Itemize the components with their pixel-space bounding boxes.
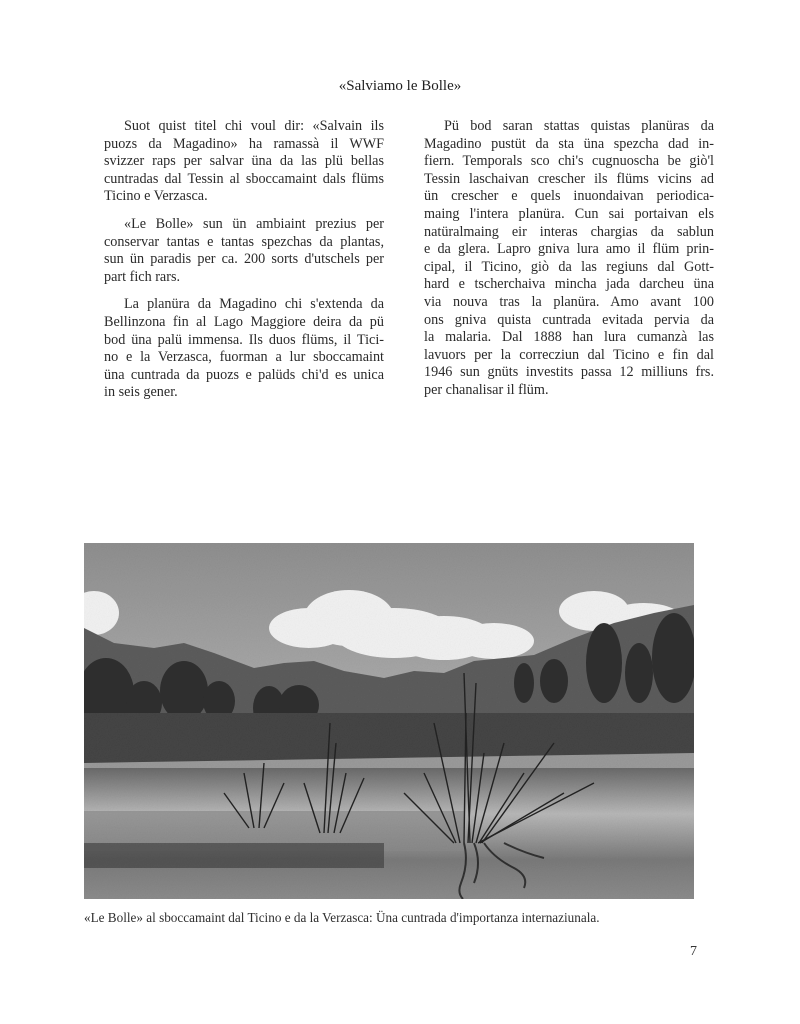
page-number: 7	[690, 944, 697, 959]
paragraph	[84, 296, 384, 402]
text-line: üna cuntrada da puozs e palüds chi'd es unica	[104, 366, 384, 383]
text-line: svizzer raps per salvar üna da las plü bellas	[104, 153, 384, 170]
text-line: via nouva tras la planüra. Amo avant 100	[424, 293, 714, 310]
photo-caption: «Le Bolle» al sboccamaint dal Ticino e da la Verzasca: Üna cuntrada d'importanza internaziunala.	[84, 910, 600, 925]
wetland-photo	[84, 543, 694, 899]
text-line: la malaria. Dal 1888 han lura cumanzà las	[424, 329, 714, 346]
text-line: natüralmaing eir interas chargias da sablun	[424, 223, 714, 240]
text-line: lavuors per la correcziun dal Ticino e fin dal	[424, 346, 714, 363]
right-column	[404, 118, 714, 410]
text-line: per chanalisar il flüm.	[424, 381, 549, 398]
text-line: sun ün paradis per ca. 200 sorts d'utschels per	[104, 251, 384, 268]
text-line: fiern. Temporals sco chi's cugnuoscha be giò'l	[424, 153, 714, 170]
paragraph	[84, 118, 384, 206]
text-line: Bellinzona fin al Lago Maggiore deira da pü	[104, 313, 384, 330]
text-line: e da glera. Lapro gniva lura amo il flüm prin-	[424, 241, 714, 258]
text-line: «Le Bolle» sun ün ambiaint prezius per	[124, 215, 384, 232]
text-line: hard e tscherchaiva mincha jada darcheu üna	[424, 276, 714, 293]
text-line: no e la Verzasca, fuorman a lur sboccamaint	[104, 349, 384, 366]
text-line: puozs da Magadino» ha ramassà il WWF	[104, 135, 384, 152]
text-line: Suot quist titel chi voul dir: «Salvain ils	[124, 118, 384, 134]
text-line: Magadino pustüt da sta üna spezcha dad in-	[424, 135, 714, 152]
paragraph	[404, 118, 714, 400]
text-line: conservar tantas e tantas spezchas da plantas,	[104, 233, 384, 250]
text-line: 1946 sun gnüts investits passa 12 milliuns frs.	[424, 364, 714, 381]
text-line: cuntradas dal Tessin al sboccamaint dals flüms	[104, 170, 384, 187]
text-line: Ticino e Verzasca.	[104, 188, 208, 205]
left-column	[84, 118, 384, 412]
article-title: «Salviamo le Bolle»	[338, 78, 462, 94]
text-line: ons gniva quista cuntrada evitada pervia da	[424, 311, 714, 328]
text-line: part fich rars.	[104, 268, 181, 285]
text-line: maing l'intera planüra. Cun sai portaivan els	[424, 205, 714, 222]
wetland-photo-illustration	[84, 543, 694, 899]
text-line: Pü bod saran stattas quistas planüras da	[444, 118, 714, 134]
text-line: La planüra da Magadino chi s'extenda da	[124, 296, 384, 313]
text-line: Tessin laschaivan crescher ils flüms vicins ad	[424, 170, 714, 187]
text-line: bod üna palü immensa. Ils duos flüms, il Tici-	[104, 331, 384, 348]
text-line: ün crescher e quels inuondaivan periodica-	[424, 188, 714, 205]
text-line: in seis gener.	[104, 384, 178, 401]
text-line: cipal, il Ticino, giò da las regiuns dal Gott-	[424, 258, 714, 275]
paragraph	[84, 216, 384, 286]
